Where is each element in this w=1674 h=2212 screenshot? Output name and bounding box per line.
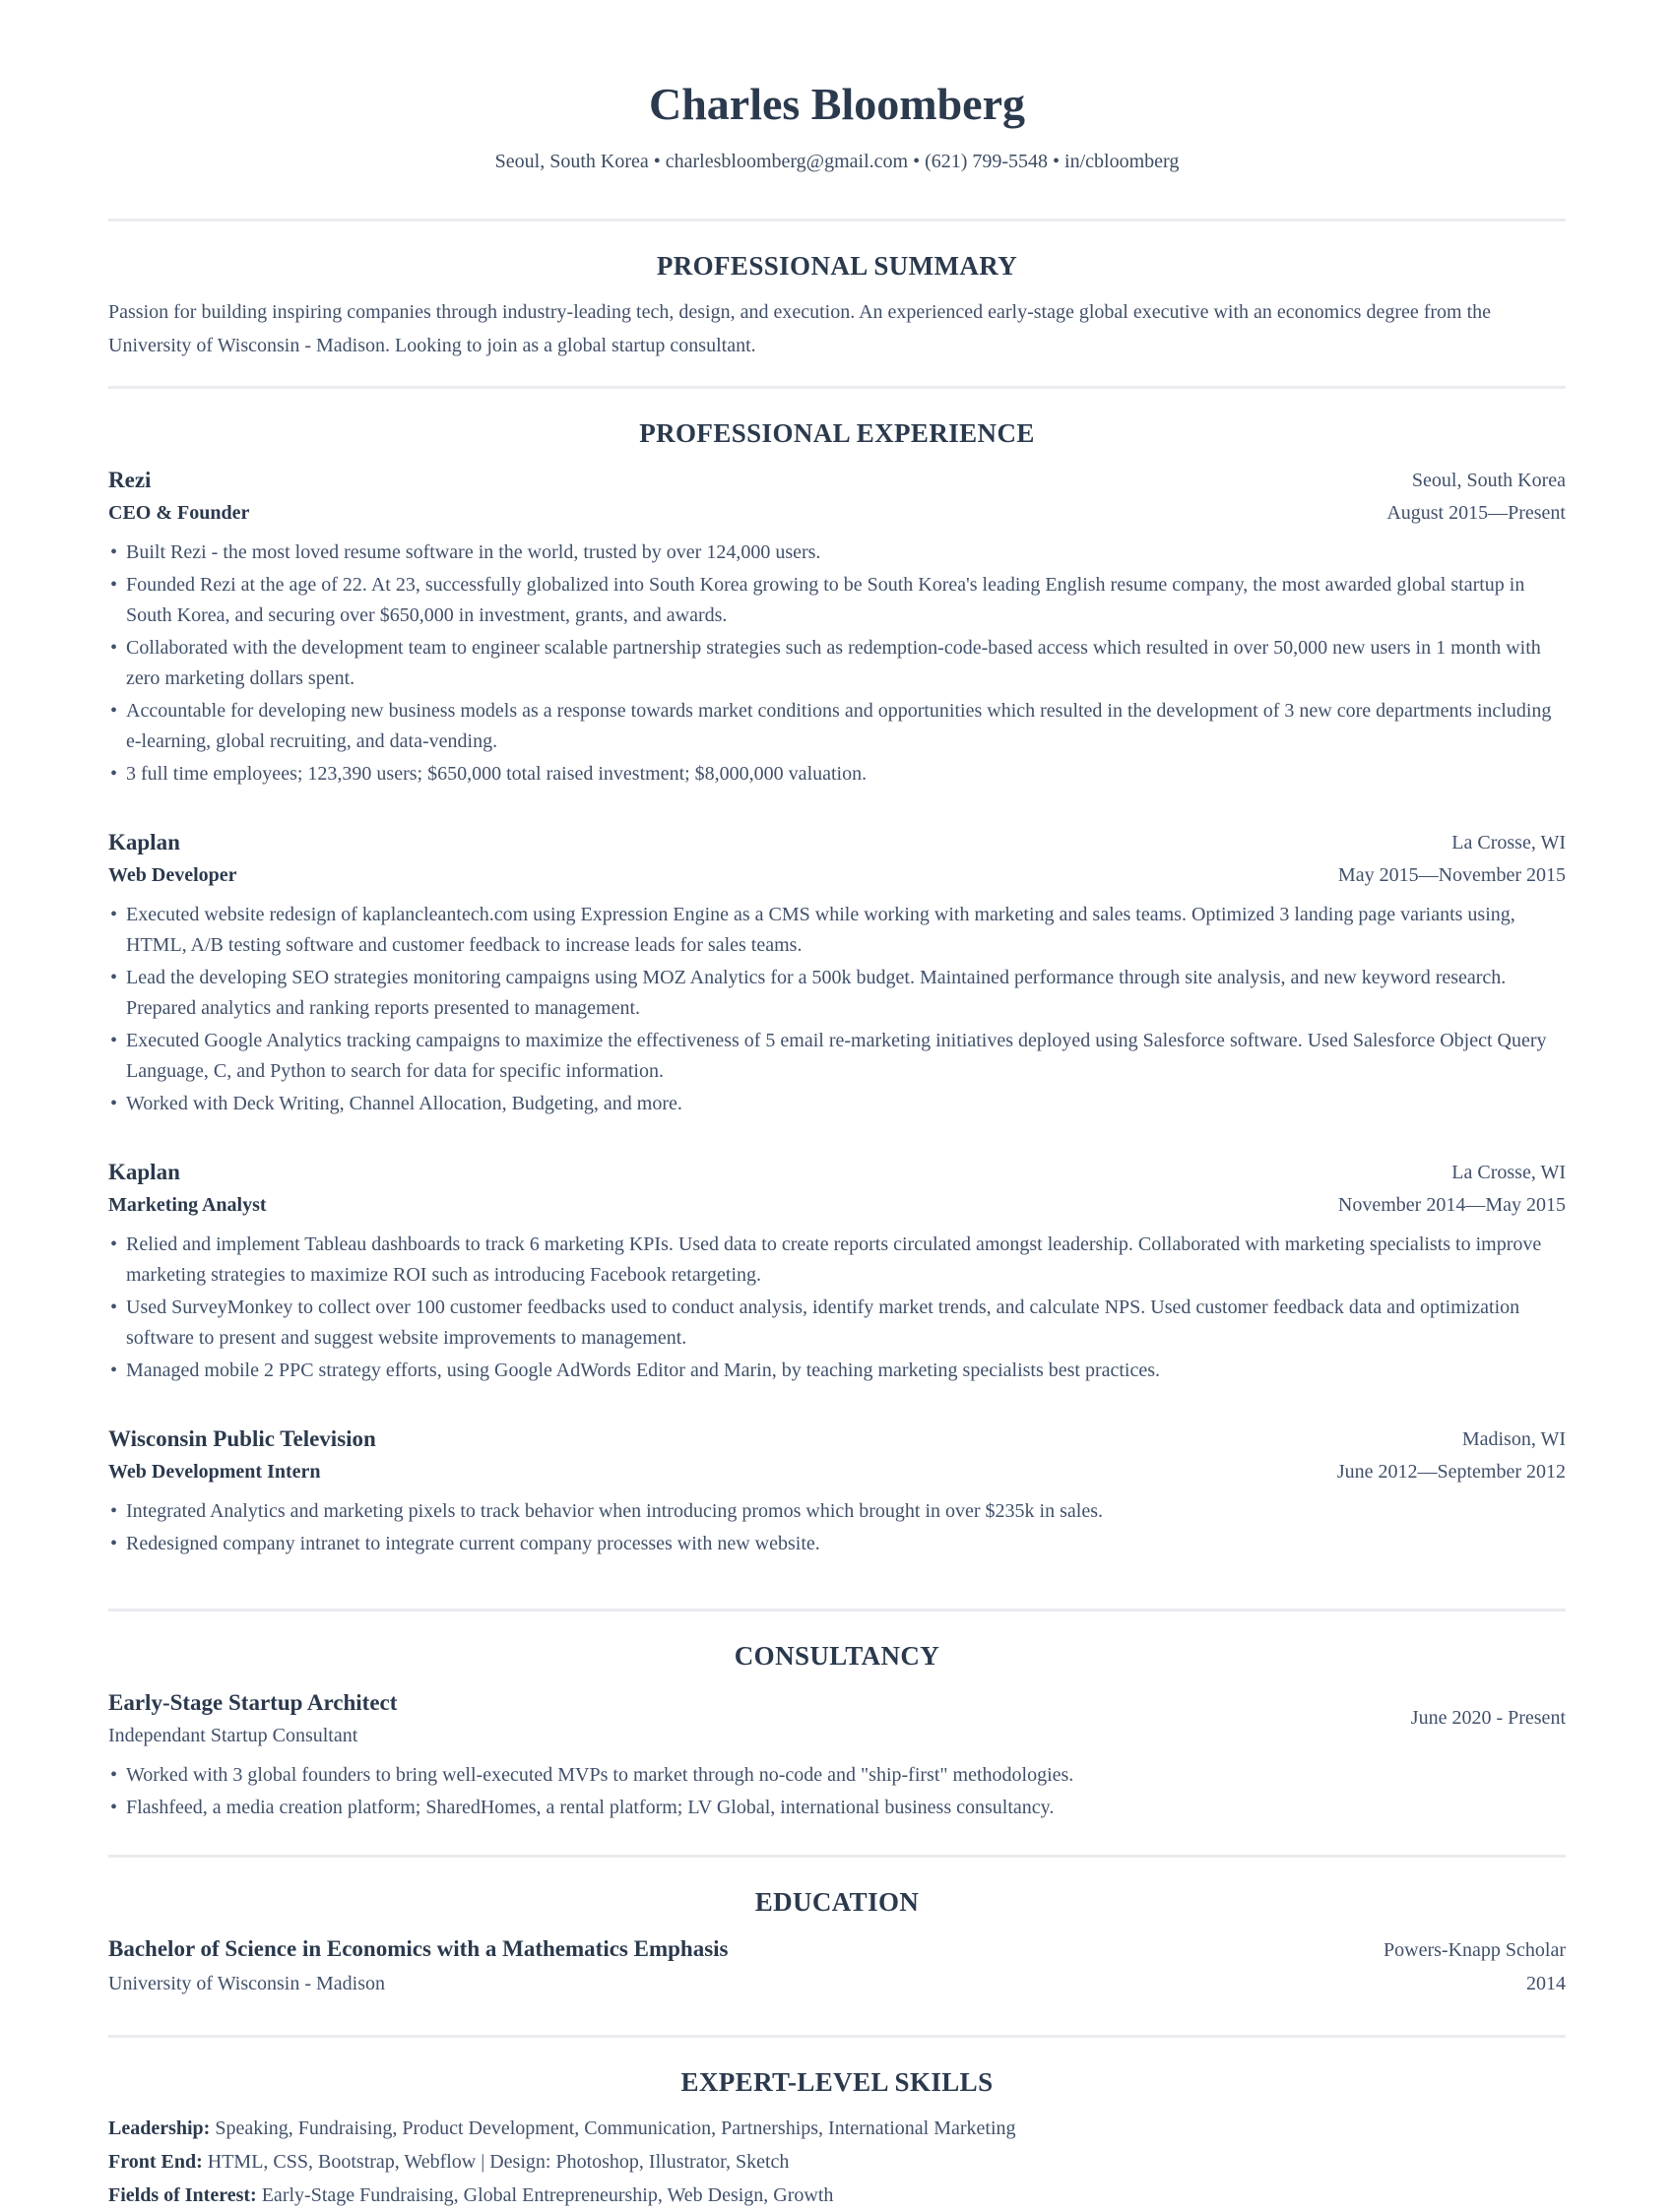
- summary-heading: PROFESSIONAL SUMMARY: [656, 250, 1018, 281]
- bullet-list: [108, 900, 1566, 1119]
- divider: [108, 2035, 1566, 2038]
- skills-line: [108, 2112, 1566, 2145]
- bullet-item: • Lead the developing SEO strategies monitoring campaigns using MOZ Analytics for a 500k budget. Maintained performance through site analysis, and new keyword research. Prepared analytics and ranking reports presented to management.: [108, 963, 1566, 1024]
- entry-header: [108, 1155, 1566, 1220]
- skills-line: [108, 2145, 1566, 2179]
- employment-dates: June 2012—September 2012: [1336, 1460, 1566, 1483]
- role-title: Independant Startup Consultant: [108, 1724, 358, 1746]
- company-name: Rezi: [108, 467, 152, 492]
- bullet-item: • Founded Rezi at the age of 22. At 23, successfully globalized into South Korea growing to be South Korea's leading English resume company, the most awarded global startup in South Korea, and securing over $650,000 in investment, grants, and awards.: [108, 570, 1566, 631]
- bullet-list: [108, 1230, 1566, 1386]
- company-location: La Crosse, WI: [1451, 1161, 1566, 1183]
- company-name: Wisconsin Public Television: [108, 1425, 376, 1451]
- bullet-item: • Used SurveyMonkey to collect over 100 customer feedbacks used to conduct analysis, identify market trends, and calculate NPS. Used customer feedback data and optimization software to present and suggest website improvements to management.: [108, 1293, 1566, 1354]
- divider: [108, 219, 1566, 221]
- divider: [108, 386, 1566, 389]
- company-name: Kaplan: [108, 1159, 180, 1184]
- employment-dates: May 2015—November 2015: [1337, 863, 1566, 886]
- entry-header: [108, 1422, 1566, 1486]
- bullet-item: • 3 full time employees; 123,390 users; $650,000 total raised investment; $8,000,000 valuation.: [108, 759, 1566, 790]
- bullet-list: [108, 1760, 1566, 1823]
- entry-header: [108, 463, 1566, 528]
- person-name: Charles Bloomberg: [648, 79, 1025, 129]
- bullet-item: • Managed mobile 2 PPC strategy efforts, using Google AdWords Editor and Marin, by teaching marketing specialists best practices.: [108, 1356, 1566, 1386]
- skills-label: Leadership:: [108, 2117, 211, 2139]
- experience-entry: [108, 1685, 1566, 1823]
- bullet-item: • Relied and implement Tableau dashboards to track 6 marketing KPIs. Used data to create reports circulated amongst leadership. Collaborated with marketing specialists to improve marketing strategies to maximize ROI such as introducing Facebook retargeting.: [108, 1230, 1566, 1291]
- bullet-item: • Built Rezi - the most loved resume software in the world, trusted by over 124,000 users.: [108, 537, 1566, 568]
- company-location: Madison, WI: [1461, 1427, 1566, 1450]
- education-section: [108, 1887, 1566, 1999]
- role-title: Web Development Intern: [108, 1460, 321, 1483]
- skills-value: Speaking, Fundraising, Product Development, Communication, Partnerships, International Marketing: [215, 2117, 1016, 2139]
- skills-value: Early-Stage Fundraising, Global Entrepreneurship, Web Design, Growth: [261, 2183, 834, 2206]
- experience-section: [108, 418, 1566, 1559]
- skills-value: HTML, CSS, Bootstrap, Webflow | Design: Photoshop, Illustrator, Sketch: [207, 2150, 790, 2173]
- education-school: University of Wisconsin - Madison: [108, 1972, 386, 1994]
- bullet-item: • Accountable for developing new business models as a response towards market conditions and opportunities which resulted in the development of 3 new core departments including e-learning, global recruiting, and data-vending.: [108, 696, 1566, 757]
- role-title: Marketing Analyst: [108, 1193, 267, 1216]
- education-honor: Powers-Knapp Scholar: [1384, 1938, 1566, 1961]
- skills-lines: [108, 2112, 1566, 2212]
- employment-dates: June 2020 - Present: [1410, 1706, 1566, 1729]
- summary-text: Passion for building inspiring companies through industry-leading tech, design, and execution. An experienced early-stage global executive with an economics degree from the University of Wisconsin - Madison. Looking to join as a global startup consultant.: [108, 300, 1492, 356]
- bullet-item: • Flashfeed, a media creation platform; SharedHomes, a rental platform; LV Global, international business consultancy.: [108, 1793, 1566, 1823]
- bullet-list: [108, 1496, 1566, 1559]
- experience-heading: PROFESSIONAL EXPERIENCE: [639, 417, 1035, 448]
- consultancy-entries: [108, 1685, 1566, 1823]
- education-year: 2014: [1526, 1972, 1566, 1994]
- consultancy-heading: CONSULTANCY: [734, 1640, 940, 1671]
- education-entry: [108, 1931, 1566, 1999]
- entry-header: [108, 1685, 1566, 1750]
- experience-entries: [108, 463, 1566, 1559]
- experience-entry: [108, 1155, 1566, 1386]
- experience-entry: [108, 825, 1566, 1119]
- bullet-item: • Executed website redesign of kaplancleantech.com using Expression Engine as a CMS while working with marketing and sales teams. Optimized 3 landing page variants using, HTML, A/B testing software and customer feedback to increase leads for sales teams.: [108, 900, 1566, 961]
- consultancy-section: [108, 1641, 1566, 1823]
- experience-entry: [108, 463, 1566, 790]
- employment-dates: November 2014—May 2015: [1337, 1193, 1566, 1216]
- experience-entry: [108, 1422, 1566, 1559]
- company-location: Seoul, South Korea: [1411, 469, 1566, 491]
- role-title: CEO & Founder: [108, 501, 250, 524]
- divider: [108, 1855, 1566, 1858]
- bullet-item: • Executed Google Analytics tracking campaigns to maximize the effectiveness of 5 email re-marketing initiatives deployed using Salesforce software. Used Salesforce Object Query Language, C, and Python to search for data for specific information.: [108, 1026, 1566, 1087]
- summary-section: [108, 251, 1566, 362]
- skills-heading: EXPERT-LEVEL SKILLS: [680, 2066, 994, 2097]
- bullet-item: • Worked with Deck Writing, Channel Allocation, Budgeting, and more.: [108, 1089, 1566, 1119]
- company-name: Kaplan: [108, 829, 180, 854]
- education-degree: Bachelor of Science in Economics with a Mathematics Emphasis: [108, 1935, 729, 1961]
- skills-section: [108, 2067, 1566, 2212]
- skills-label: Front End:: [108, 2150, 203, 2173]
- bullet-item: • Collaborated with the development team to engineer scalable partnership strategies such as redemption-code-based access which resulted in over 50,000 new users in 1 month with zero marketing dollars spent.: [108, 633, 1566, 694]
- company-location: La Crosse, WI: [1451, 831, 1566, 853]
- skills-label: Fields of Interest:: [108, 2183, 257, 2206]
- divider: [108, 1609, 1566, 1612]
- bullet-item: • Worked with 3 global founders to bring well-executed MVPs to market through no-code and "ship-first" methodologies.: [108, 1760, 1566, 1791]
- company-name: Early-Stage Startup Architect: [108, 1689, 398, 1715]
- education-heading: EDUCATION: [754, 1886, 920, 1917]
- bullet-item: • Redesigned company intranet to integrate current company processes with new website.: [108, 1529, 1566, 1559]
- bullet-item: • Integrated Analytics and marketing pixels to track behavior when introducing promos which brought in over $235k in sales.: [108, 1496, 1566, 1527]
- skills-line: [108, 2179, 1566, 2212]
- employment-dates: August 2015—Present: [1386, 501, 1566, 524]
- role-title: Web Developer: [108, 863, 237, 886]
- contact-line: Seoul, South Korea • charlesbloomberg@gmail.com • (621) 799-5548 • in/cbloomberg: [494, 150, 1180, 172]
- bullet-list: [108, 537, 1566, 790]
- entry-header: [108, 825, 1566, 890]
